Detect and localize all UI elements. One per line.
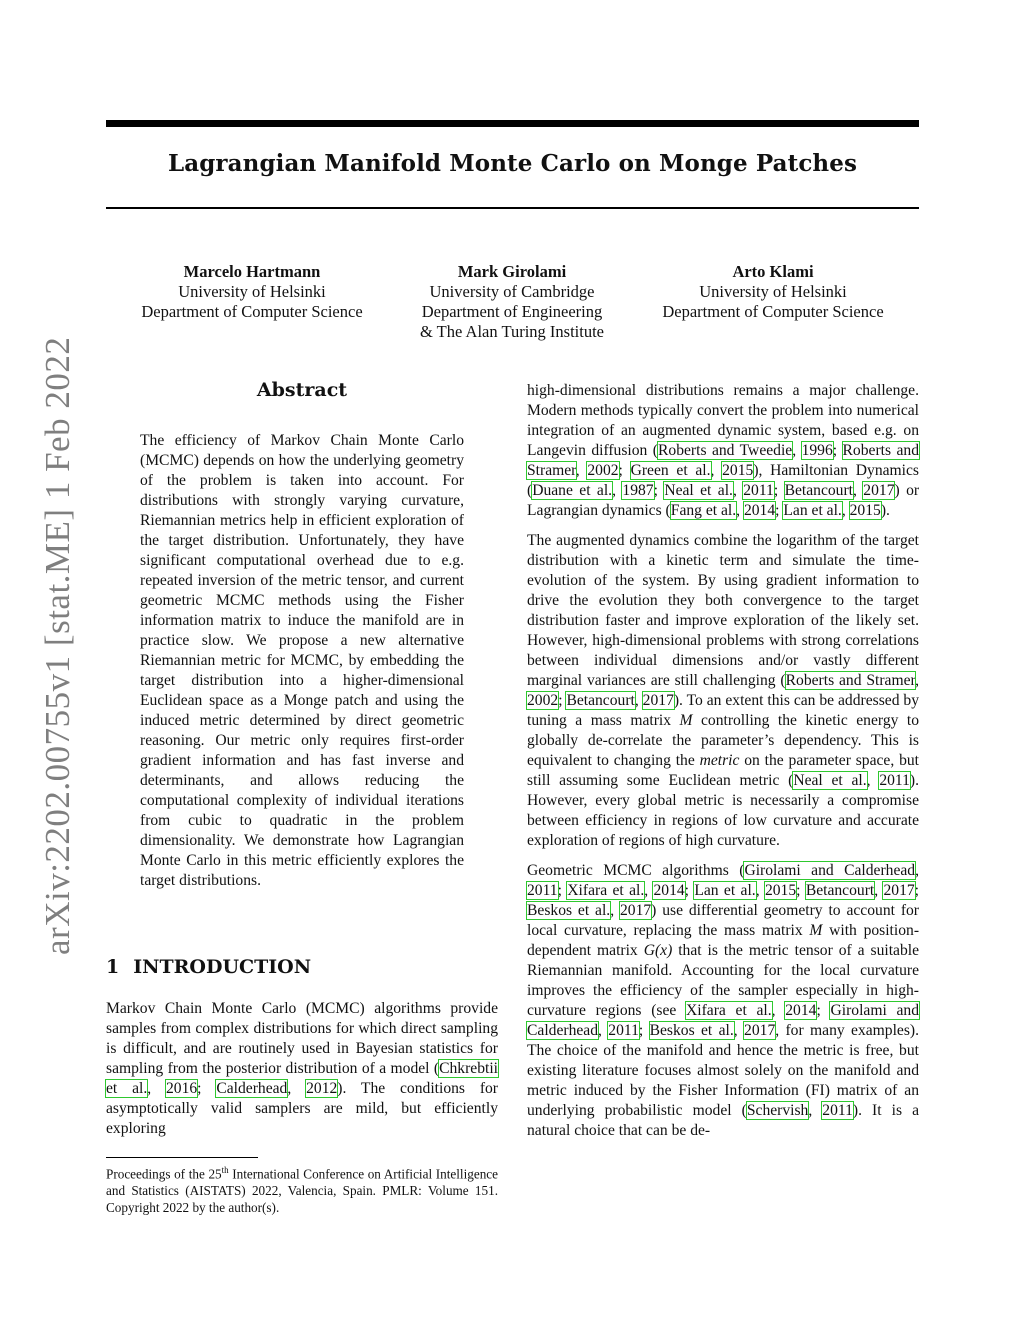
author-name: Mark Girolami (457, 262, 567, 281)
citation-link[interactable]: Girolami and Calderhead (527, 1002, 920, 1039)
paragraph (527, 861, 919, 1141)
text-run: , (874, 882, 884, 899)
paragraph (527, 531, 919, 851)
citation-link[interactable]: Roberts and Tweedie (658, 442, 793, 459)
citation-link[interactable]: Xifara et al. (686, 1002, 772, 1019)
text-run: ; (796, 882, 806, 899)
text-run: with position-dependent matrix (527, 922, 920, 959)
author-block (116, 262, 388, 322)
text-run: ; (832, 442, 843, 459)
text-run: , (915, 672, 919, 689)
citation-link[interactable]: Neal et al. (664, 482, 733, 499)
text-run: , (736, 502, 744, 519)
author-affiliation: Department of Computer Science (662, 302, 884, 321)
citation-link[interactable]: Beskos et al. (649, 1022, 734, 1039)
author-name: Marcelo Hartmann (183, 262, 321, 281)
citation-link[interactable]: 2017 (619, 902, 652, 919)
author-affiliation: University of Helsinki (699, 282, 847, 301)
superscript: th (221, 1165, 229, 1175)
text-run: Geometric MCMC algorithms ( (527, 862, 745, 879)
text-run: , (610, 902, 620, 919)
text-run: , (771, 1002, 786, 1019)
text-run: ) or Lagrangian dynamics ( (527, 482, 920, 519)
citation-link[interactable]: Chkrebtii et al. (106, 1060, 498, 1097)
text-run: , (755, 882, 765, 899)
citation-link[interactable]: 2015 (764, 882, 797, 899)
text-run: The augmented dynamics combine the logarithm of the target distribution with a kinetic term and simulate the time-evolution of the system. By using gradient information to drive the evolution they both convergence to the target distribution faster and improve exploration of the likely set. However, high-dimensional problems with strong correlations between individual dimensions and/or vastly different marginal variances are still challenging ( (527, 532, 919, 689)
text-run: , for many examples). The choice of the manifold and hence the metric is free, but existing literature focuses almost solely on the manifold and metric induced by the Fisher Information (FI) matrix of an underlying probabilistic model ( (527, 1022, 920, 1119)
text-run: ; (816, 1002, 831, 1019)
citation-link[interactable]: 2011 (608, 1022, 639, 1039)
citation-link[interactable]: 1987 (622, 482, 654, 499)
citation-link[interactable]: 2014 (785, 1002, 817, 1019)
citation-link[interactable]: Schervish (746, 1102, 809, 1119)
author-affiliation: Department of Engineering (421, 302, 603, 321)
math-symbol: G(x) (643, 942, 673, 959)
text-run: ; (558, 692, 567, 709)
text-run: ; (618, 462, 631, 479)
citation-link[interactable]: 2015 (849, 502, 881, 519)
citation-link[interactable]: Green et al. (630, 462, 711, 479)
paper-title: Lagrangian Manifold Monte Carlo on Monge Patches (167, 150, 858, 177)
text-run: , (634, 692, 643, 709)
math-symbol: M (679, 712, 693, 729)
citation-link[interactable]: 2011 (879, 772, 910, 789)
citation-link[interactable]: Roberts and Stramer (785, 672, 916, 689)
text-run: high-dimensional distributions remains a major challenge. Modern methods typically convert the problem into numerical integration of an augmented dynamic system, based e.g. on Langevin diffusion ( (527, 382, 919, 459)
text-run: , (644, 882, 654, 899)
text-run: ). To an extent this can be addressed by tuning a mass matrix (527, 692, 919, 729)
paragraph (527, 381, 919, 521)
text-run: , (612, 482, 623, 499)
citation-link[interactable]: 2015 (722, 462, 754, 479)
citation-link[interactable]: 2002 (527, 692, 559, 709)
citation-link[interactable]: Roberts and Stramer (527, 442, 919, 479)
citation-link[interactable]: 2011 (743, 482, 774, 499)
citation-link[interactable]: 2017 (863, 482, 895, 499)
author-name: Arto Klami (732, 262, 814, 281)
citation-link[interactable]: 2011 (822, 1102, 853, 1119)
title-rule-top (106, 120, 919, 127)
text-run: ; (775, 502, 784, 519)
text-run: ; (684, 882, 695, 899)
citation-link[interactable]: 2017 (744, 1022, 776, 1039)
text-run: , (853, 482, 864, 499)
abstract-text: The efficiency of Markov Chain Monte Carlo (MCMC) depends on how the underlying geometry of the problem is taken into account. For distributions with strongly varying curvature, Riemannian metrics help in efficient exploration of the target distribution. Unfortunately, they have significant computational overhead due to e.g. repeated inversion of the metric tensor, and current geometric MCMC methods using the Fisher information matrix to induce the manifold are in practice slow. We propose a new alternative Riemannian metric for MCMC, by embedding the target distribution into a higher-dimensional Euclidean space as a Monge patch and using the induced metric determined by direct geometric reasoning. Our metric only requires first-order gradient information and has fast inverse and determinants, and allows reducing the computational complexity of individual iterations from cubic to quadratic in the problem dimensionality. We demonstrate how Lagrangian Monte Carlo in this metric efficiently explores the target distributions. (140, 432, 464, 889)
citation-link[interactable]: 2002 (587, 462, 619, 479)
text-run: , (792, 442, 802, 459)
text-run: , (598, 1022, 609, 1039)
text-run: that is the metric tensor of a suitable Riemannian manifold. Accounting for the local curvature improves the efficiency of the sampler especially in high-curvature regions (see (527, 942, 920, 1019)
citation-link[interactable]: Girolami and Calderhead (744, 862, 916, 879)
citation-link[interactable]: Beskos et al. (527, 902, 611, 919)
citation-link[interactable]: Betancourt (784, 482, 853, 499)
citation-link[interactable]: Lan et al. (783, 502, 842, 519)
text-run: , (866, 772, 880, 789)
text-run: ; (914, 882, 920, 899)
text-run: ; (638, 1022, 650, 1039)
text-run: , (915, 862, 919, 879)
text-run: , (575, 462, 588, 479)
author-affiliation: Department of Computer Science (141, 302, 363, 321)
right-column (527, 381, 919, 1151)
math-symbol: M (809, 922, 823, 939)
abstract-heading: Abstract (256, 379, 348, 401)
text-run: , (841, 502, 850, 519)
author-affiliation: & The Alan Turing Institute (420, 322, 604, 341)
text-run: , (733, 1022, 745, 1039)
section-title: INTRODUCTION (133, 956, 312, 978)
author-block (395, 262, 629, 342)
text-run: International Conference on Artificial Intelligence and Statistics (AISTATS) 2022, Valencia, Spain. PMLR: Volume 151. Copyright 2022 by the author(s). (106, 1166, 498, 1216)
citation-link[interactable]: Lan et al. (694, 882, 756, 899)
intro-paragraph (106, 999, 498, 1139)
footnote-rule (106, 1157, 258, 1158)
text-run: ). It is a natural choice that can be de- (527, 1102, 919, 1139)
text-run: ), Hamiltonian Dynamics ( (527, 462, 920, 499)
citation-link[interactable]: Neal et al. (793, 772, 867, 789)
text-run: ; (653, 482, 665, 499)
citation-link[interactable]: 2017 (883, 882, 915, 899)
citation-link[interactable]: Xifara et al. (567, 882, 645, 899)
text-run: , (287, 1080, 307, 1097)
text-run: , (710, 462, 723, 479)
arxiv-identifier: arXiv:2202.00755v1 [stat.ME] 1 Feb 2022 (38, 336, 77, 955)
text-run: ). The conditions for asymptotically valid samplers are mild, but efficiently exploring (106, 1080, 498, 1137)
citation-link[interactable]: 2017 (642, 692, 674, 709)
text-run: , (732, 482, 744, 499)
citation-link[interactable]: 1996 (801, 442, 833, 459)
section-number: 1 (106, 956, 120, 978)
citation-link[interactable]: Fang et al. (670, 502, 737, 519)
author-block (640, 262, 906, 322)
citation-link[interactable]: Calderhead (216, 1080, 288, 1097)
text-run: controlling the kinetic energy to globally de-correlate the parameter’s dependency. This is equivalent to changing the (527, 712, 919, 769)
citation-link[interactable]: Betancourt (805, 882, 875, 899)
text-run: , (147, 1080, 166, 1097)
citation-link[interactable]: 2011 (527, 882, 558, 899)
text-run: , (808, 1102, 823, 1119)
author-affiliation: University of Cambridge (429, 282, 595, 301)
citation-link[interactable]: 2016 (165, 1080, 198, 1097)
title-rule-bottom (106, 207, 919, 209)
citation-link[interactable]: Duane et al. (532, 482, 613, 499)
text-run: ; (197, 1080, 217, 1097)
text-run: ). (880, 502, 890, 519)
citation-link[interactable]: 2014 (653, 882, 685, 899)
emphasis: metric (699, 752, 740, 769)
text-run: ; (557, 882, 568, 899)
citation-link[interactable]: 2012 (306, 1080, 338, 1097)
citation-link[interactable]: 2014 (743, 502, 776, 519)
author-affiliation: University of Helsinki (178, 282, 326, 301)
text-run: ) use differential geometry to account for local curvature, replacing the mass matrix (527, 902, 919, 939)
footnote (106, 1162, 498, 1216)
citation-link[interactable]: Betancourt (566, 692, 635, 709)
text-run: Markov Chain Monte Carlo (MCMC) algorithms provide samples from complex distributions for which direct sampling is difficult, and are routinely used in Bayesian statistics for sampling from the posterior distribution of a model ( (106, 1000, 498, 1077)
section-heading (106, 956, 506, 978)
text-run: ). However, every global metric is necessarily a compromise between efficiency in regions of low curvature and accurate exploration of regions of high curvature. (527, 772, 920, 849)
text-run: on the parameter space, but still assuming some Euclidean metric ( (527, 752, 919, 789)
text-run: ; (773, 482, 785, 499)
text-run: Proceedings of the 25 (106, 1166, 222, 1182)
